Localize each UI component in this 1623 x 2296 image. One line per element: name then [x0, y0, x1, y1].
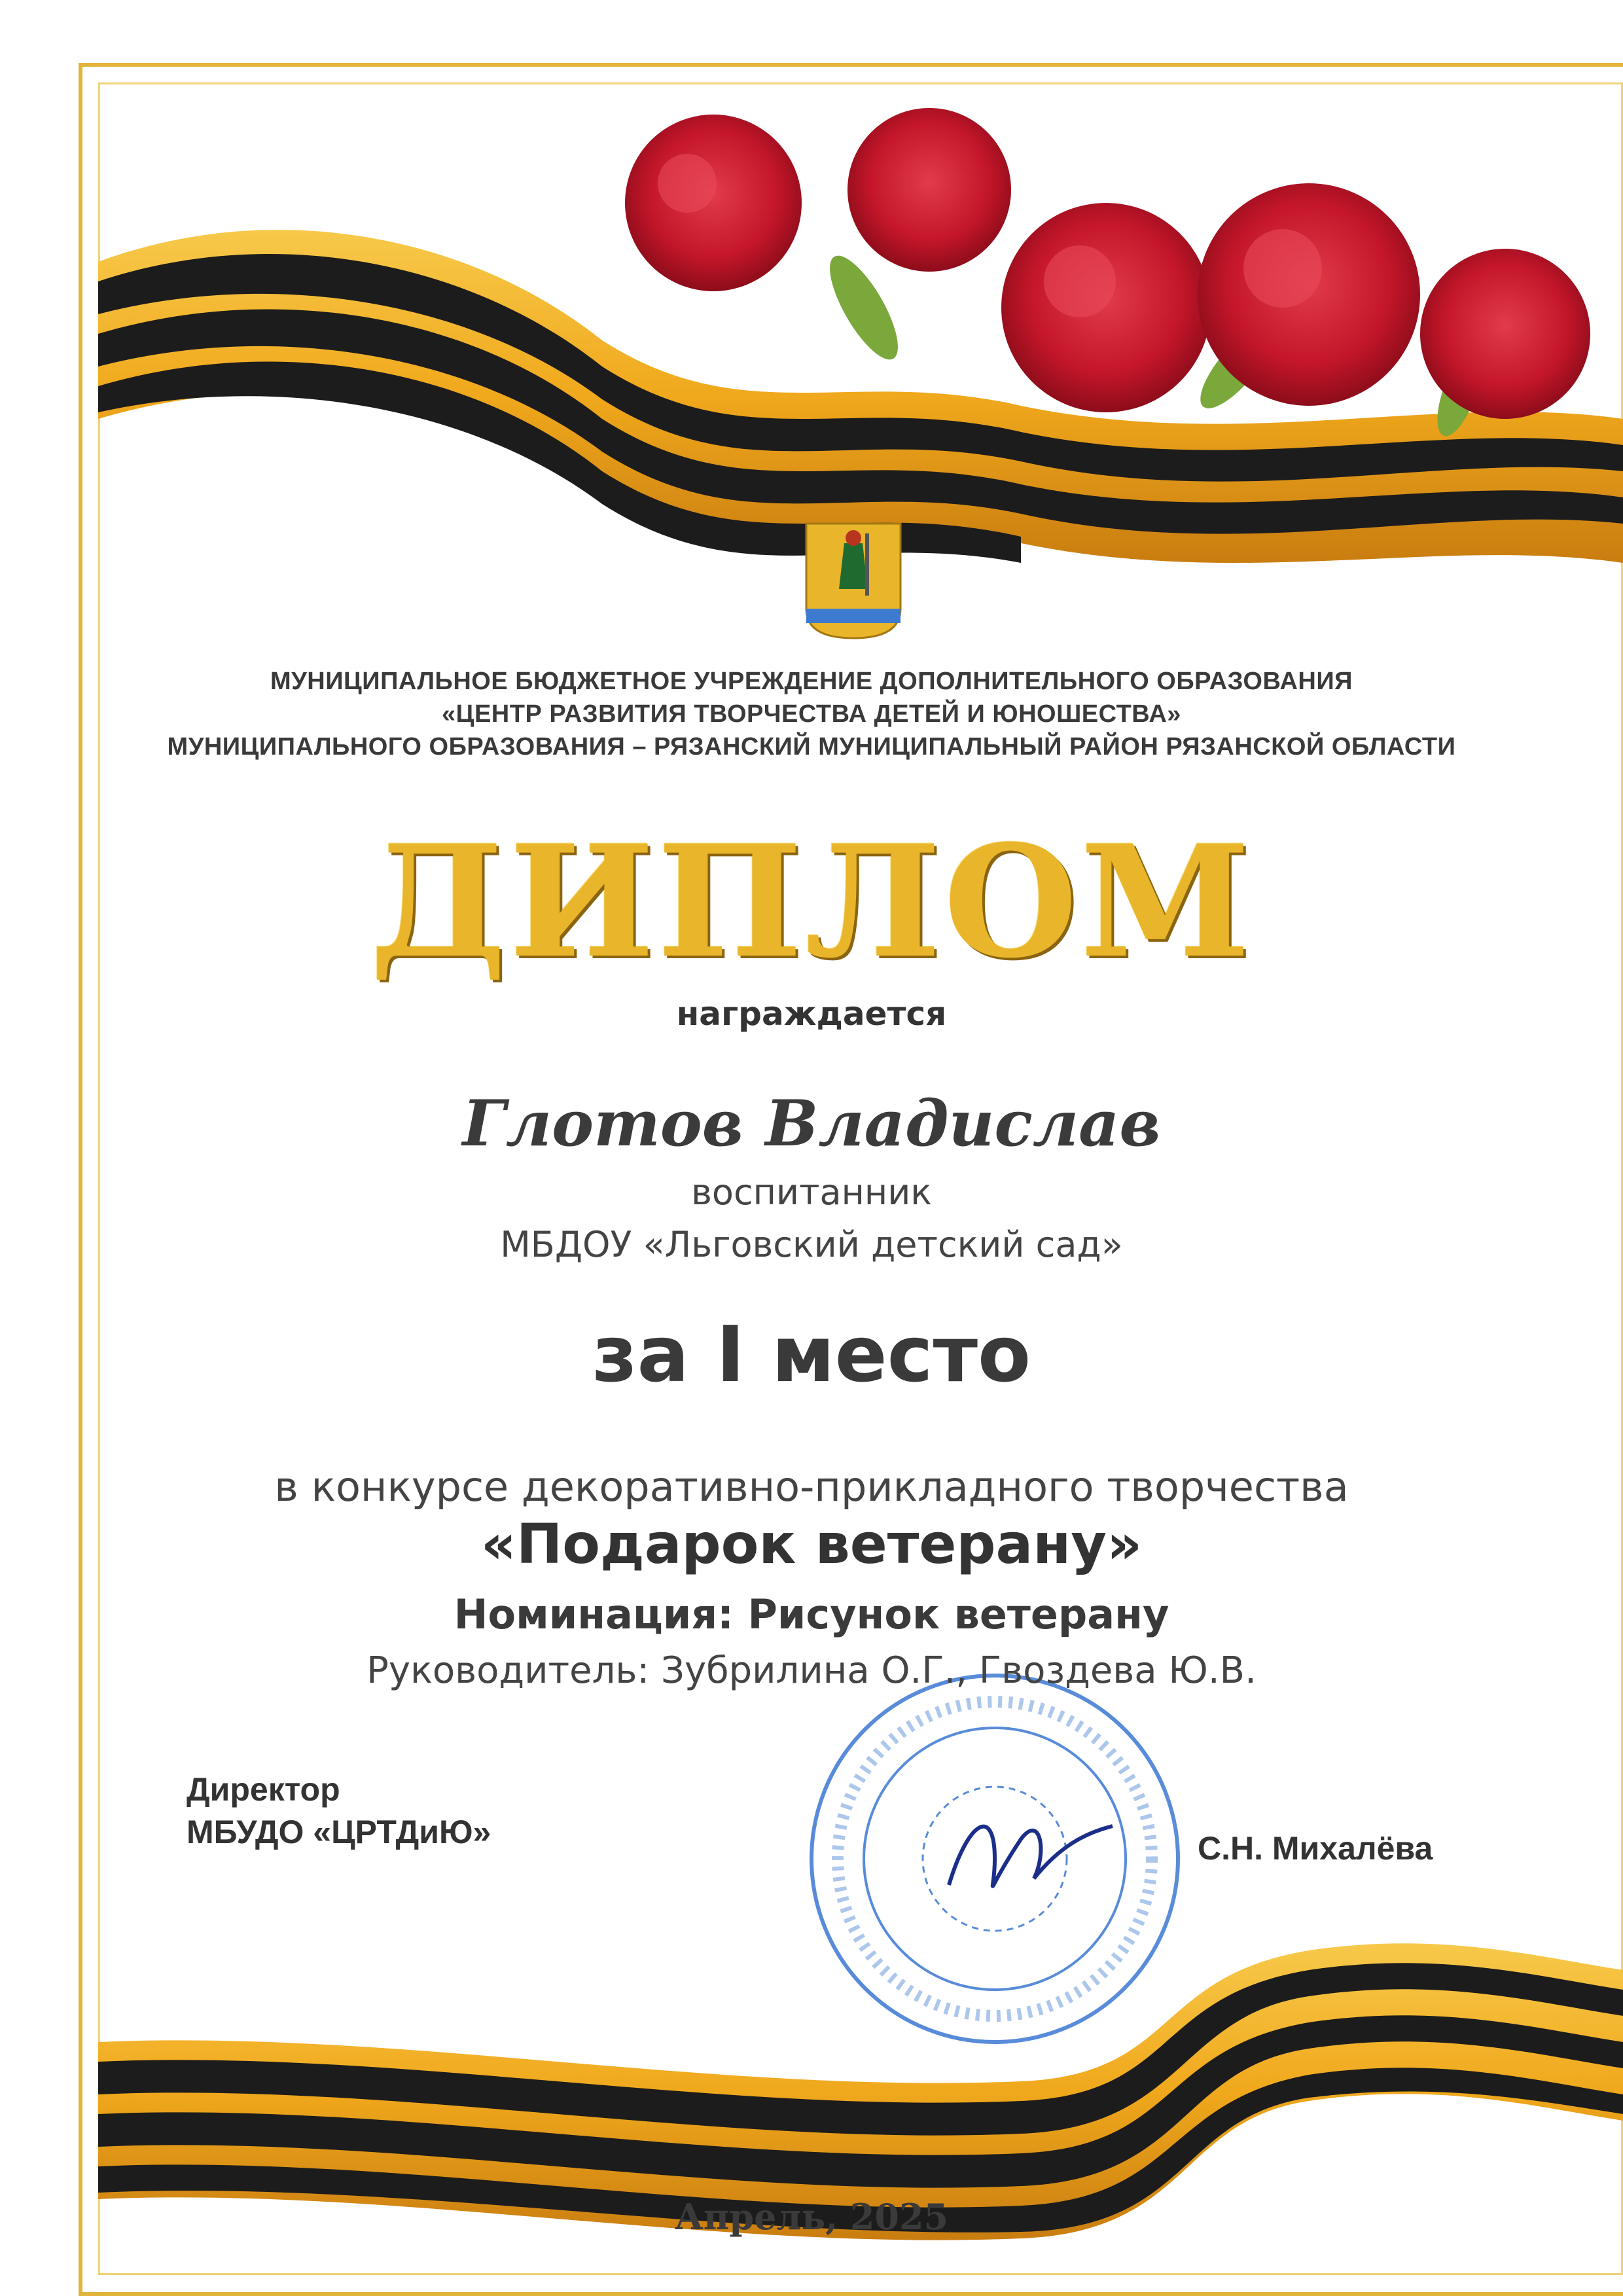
leaders: Руководитель: Зубрилина О.Г., Гвоздева Ю.В. [366, 1649, 1257, 1692]
recipient-school: МБДОУ «Льговский детский сад» [500, 1224, 1123, 1265]
nomination: Номинация: Рисунок ветерану [454, 1590, 1169, 1638]
carnations [625, 108, 1590, 441]
director-organization: МБУДО «ЦРТДиЮ» [187, 1814, 491, 1850]
coat-of-arms-icon [806, 524, 901, 638]
organization-line-3: МУНИЦИПАЛЬНОГО ОБРАЗОВАНИЯ – РЯЗАНСКИЙ МУНИЦИПАЛЬНЫЙ РАЙОН РЯЗАНСКОЙ ОБЛАСТИ [167, 733, 1456, 761]
director-name: С.Н. Михалёва [1198, 1830, 1433, 1867]
diploma-title: ДИПЛОМ [370, 812, 1253, 992]
awarded-label: награждается [676, 995, 947, 1033]
issue-date: Апрель, 2025 [674, 2196, 949, 2238]
contest-line: в конкурсе декоративно-прикладного творчества [274, 1463, 1349, 1511]
organization-line-1: МУНИЦИПАЛЬНОЕ БЮДЖЕТНОЕ УЧРЕЖДЕНИЕ ДОПОЛНИТЕЛЬНОГО ОБРАЗОВАНИЯ [270, 668, 1353, 695]
signature-scribble [949, 1826, 1113, 1886]
contest-name: «Подарок ветерану» [480, 1512, 1143, 1576]
director-title: Директор [187, 1771, 340, 1808]
recipient-name: Глотов Владислав [462, 1086, 1161, 1160]
award-place: за I место [592, 1309, 1031, 1399]
recipient-role: воспитанник [691, 1172, 932, 1213]
organization-line-2: «ЦЕНТР РАЗВИТИЯ ТВОРЧЕСТВА ДЕТЕЙ И ЮНОШЕСТВА» [442, 700, 1181, 728]
